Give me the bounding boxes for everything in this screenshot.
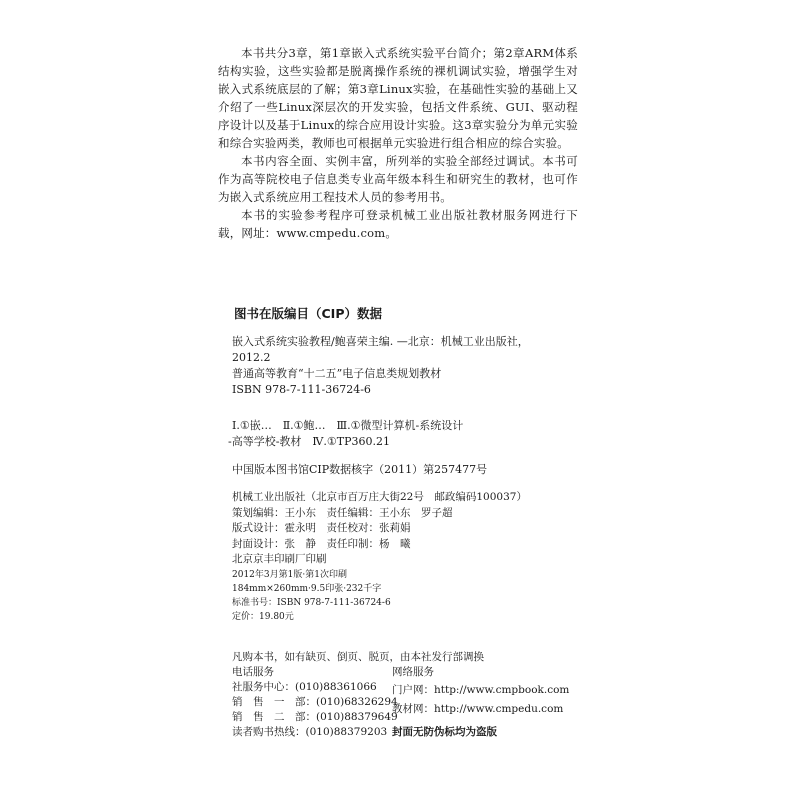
isbn-line: 标准书号：ISBN 978-7-111-36724-6 [232, 597, 391, 608]
abstract-paragraph-3: 本书的实验参考程序可登录机械工业出版社教材服务网进行下载，网址：www.cmpedu.com。 [218, 208, 578, 240]
cip-isbn-line: ISBN 978-7-111-36724-6 [232, 383, 371, 396]
price-line: 定价：19.80元 [232, 611, 294, 622]
publisher-line: 机械工业出版社（北京市百万庄大街22号 邮政编码100037） [232, 491, 527, 503]
design-line: 版式设计：霍永明 责任校对：张莉娟 [232, 522, 411, 534]
abstract-paragraph-1: 本书共分3章，第1章嵌入式系统实验平台简介；第2章ARM体系结构实验，这些实验都是脱离操作系统的裸机调试实验，增强学生对嵌入式系统底层的了解；第3章Linux实验，在基础性实验的基础上又介绍了一些Linux深层次的开发实验，包括文件系统、GUI、驱动程序设计以及基于Linux的综合应用设计实验。这3章实验分为单元实验和综合实验两类，教师也可根据单元实验进行组合相应的综合实验。 [218, 46, 578, 150]
contact-headings-row [232, 665, 592, 680]
portal-url: 门户网：http://www.cmpbook.com [392, 684, 570, 696]
cip-title-line: 嵌入式系统实验教程/鲍喜荣主编. —北京：机械工业出版社， [232, 335, 529, 348]
sales2-row [232, 703, 592, 725]
reader-hotline-phone: 读者购书热线：(010)88379203 [232, 726, 388, 738]
format-line: 184mm×260mm·9.5印张·232千字 [232, 583, 382, 594]
cip-record [232, 334, 572, 398]
sales1-phone: 销 售 一 部：(010)68326294 [232, 696, 398, 708]
anticounterfeit-notice: 封面无防伪标均为盗版 [392, 726, 497, 738]
editors-line: 策划编辑：王小东 责任编辑：王小东 罗子超 [232, 506, 453, 519]
reader-hotline-row [232, 725, 592, 740]
abstract-paragraph-2: 本书内容全面、实例丰富，所列举的实验全部经过调试。本书可作为高等院校电子信息类专业高年级本科生和研究生的教材，也可作为嵌入式系统应用工程技术人员的参考用书。 [218, 154, 578, 204]
cip-class-line-2: -高等学校-教材 Ⅳ.①TP360.21 [228, 435, 391, 448]
cip-cataloging-number: 中国版本图书馆CIP数据核字（2011）第257477号 [232, 463, 488, 476]
cip-series-line: 普通高等教育“十二五”电子信息类规划教材 [232, 367, 442, 380]
cover-line: 封面设计：张 静 责任印制：杨 曦 [232, 537, 411, 550]
cip-year-line: 2012.2 [232, 351, 271, 364]
sales2-phone: 销 售 二 部：(010)88379649 [232, 711, 398, 723]
net-service-heading: 网络服务 [392, 666, 434, 678]
phone-service-heading: 电话服务 [232, 666, 274, 678]
book-abstract [218, 44, 578, 242]
cip-classification [228, 418, 572, 450]
service-center-row [232, 680, 592, 695]
textbook-url: 教材网：http://www.cmpedu.com [392, 703, 564, 715]
imprint-block [232, 490, 572, 624]
cip-cataloging [232, 462, 572, 478]
printer-line: 北京京丰印刷厂印刷 [232, 553, 327, 565]
service-center-phone: 社服务中心：(010)88361066 [232, 681, 377, 693]
contact-block [232, 650, 592, 740]
cip-class-line-1: Ⅰ.①嵌… Ⅱ.①鲍… Ⅲ.①微型计算机-系统设计 [232, 419, 464, 432]
cip-heading: 图书在版编目（CIP）数据 [234, 306, 382, 321]
replacement-notice: 凡购本书，如有缺页、倒页、脱页，由本社发行部调换 [232, 651, 484, 663]
edition-line: 2012年3月第1版·第1次印刷 [232, 569, 347, 580]
